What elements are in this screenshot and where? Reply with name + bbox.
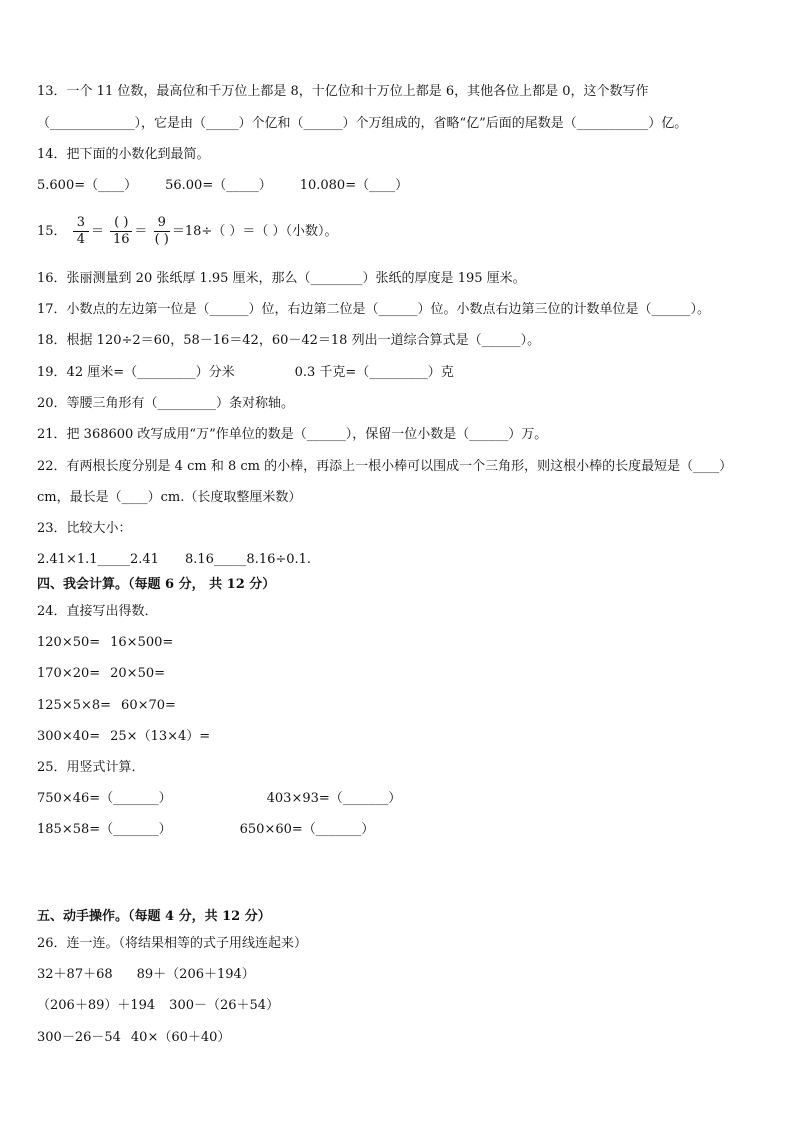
q25-item: 185×58=（_______） <box>37 822 172 837</box>
q26-item: 32＋87＋68 <box>37 967 113 982</box>
q23-stem: 23．比较大小： <box>37 521 132 536</box>
q15 <box>37 212 338 252</box>
q26-row <box>37 997 279 1015</box>
q24-item: 60×70= <box>121 698 176 713</box>
q26-row <box>37 966 255 984</box>
q20: 20．等腰三角形有（_________）条对称轴。 <box>37 396 295 411</box>
q24-row <box>37 728 210 746</box>
q14-stem: 14．把下面的小数化到最简。 <box>37 147 210 162</box>
q21: 21．把 368600 改写成用“万”作单位的数是（______），保留一位小数是（______）万。 <box>37 427 548 442</box>
section-4-heading: 四、我会计算。（每题 6 分， 共 12 分） <box>37 577 276 592</box>
q13-line2: （_____________），它是由（_____）个亿和（______）个万组成的，省略“亿”后面的尾数是（___________）亿。 <box>37 116 688 131</box>
q25-row <box>37 790 401 808</box>
q18: 18．根据 120÷2＝60，58－16＝42，60－42＝18 列出一道综合算式是（______）。 <box>37 333 541 348</box>
q15-fraction-2: $\frac{( )}{16}$ <box>110 215 132 248</box>
section-5-heading: 五、动手操作。（每题 4 分，共 12 分） <box>37 909 271 924</box>
q19-a: 19．42 厘米=（_________）分米 <box>37 365 235 380</box>
q15-equals: ＝ <box>90 224 104 239</box>
q14-item: 10.080=（____） <box>299 178 409 193</box>
q24-item: 25×（13×4）= <box>110 729 211 744</box>
q24-row <box>37 665 165 683</box>
q26-row <box>37 1029 230 1047</box>
q19-b: 0.3 千克=（_________）克 <box>294 365 454 380</box>
q24-stem: 24．直接写出得数． <box>37 604 158 619</box>
q24-item: 20×50= <box>110 666 166 681</box>
q24-item: 170×20= <box>37 666 101 681</box>
q24-row <box>37 697 176 715</box>
q24-row <box>37 634 173 652</box>
q14-item: 5.600=（____） <box>37 178 138 193</box>
q26-item: 89＋（206＋194） <box>136 967 255 982</box>
q24-item: 16×500= <box>110 635 174 650</box>
q25-item: 650×60=（_______） <box>239 822 375 837</box>
q15-equals: ＝ <box>134 224 148 239</box>
q22-line1: 22．有两根长度分别是 4 cm 和 8 cm 的小棒，再添上一根小棒可以围成一个三角形，则这根小棒的长度最短是（____） <box>37 459 733 474</box>
q14-items <box>37 177 408 195</box>
q17: 17．小数点的左边第一位是（______）位，右边第二位是（______）位。小数点右边第三位的计数单位是（______）。 <box>37 302 711 317</box>
q15-fraction-1: $\frac{3}{4}$ <box>73 215 89 248</box>
q19 <box>37 364 454 382</box>
q23-items <box>37 551 311 569</box>
q25-stem: 25．用竖式计算． <box>37 760 145 775</box>
q26-item: 300－（26＋54） <box>169 998 280 1013</box>
q24-item: 125×5×8= <box>37 698 112 713</box>
q15-label: 15． <box>37 224 67 239</box>
q25-row <box>37 821 374 839</box>
q26-item: （206＋89）＋194 <box>37 998 156 1013</box>
q16: 16．张丽测量到 20 张纸厚 1.95 厘米，那么（________）张纸的厚度是 195 厘米。 <box>37 271 526 286</box>
q25-item: 403×93=（_______） <box>266 791 402 806</box>
q24-item: 300×40= <box>37 729 101 744</box>
q26-stem: 26．连一连。（将结果相等的式子用线连起来） <box>37 936 308 951</box>
q23-a: 2.41×1.1_____2.41 <box>37 552 159 567</box>
q14-item: 56.00=（_____） <box>165 178 272 193</box>
q15-fraction-3: $\frac{9}{( )}$ <box>154 215 169 247</box>
q25-item: 750×46=（_______） <box>37 791 172 806</box>
q26-item: 40×（60＋40） <box>130 1030 231 1045</box>
q13-line1: 13．一个 11 位数，最高位和千万位上都是 8，十亿位和十万位上都是 6，其他各位上都是 0，这个数写作 <box>37 84 649 99</box>
q22-line2: cm，最长是（____）cm.（长度取整厘米数） <box>37 490 302 505</box>
q26-item: 300－26－54 <box>37 1030 121 1045</box>
q15-tail: ＝18÷（ ）＝（ ）（小数）。 <box>171 224 338 239</box>
q24-item: 120×50= <box>37 635 101 650</box>
q23-b: 8.16_____8.16÷0.1. <box>184 552 312 567</box>
